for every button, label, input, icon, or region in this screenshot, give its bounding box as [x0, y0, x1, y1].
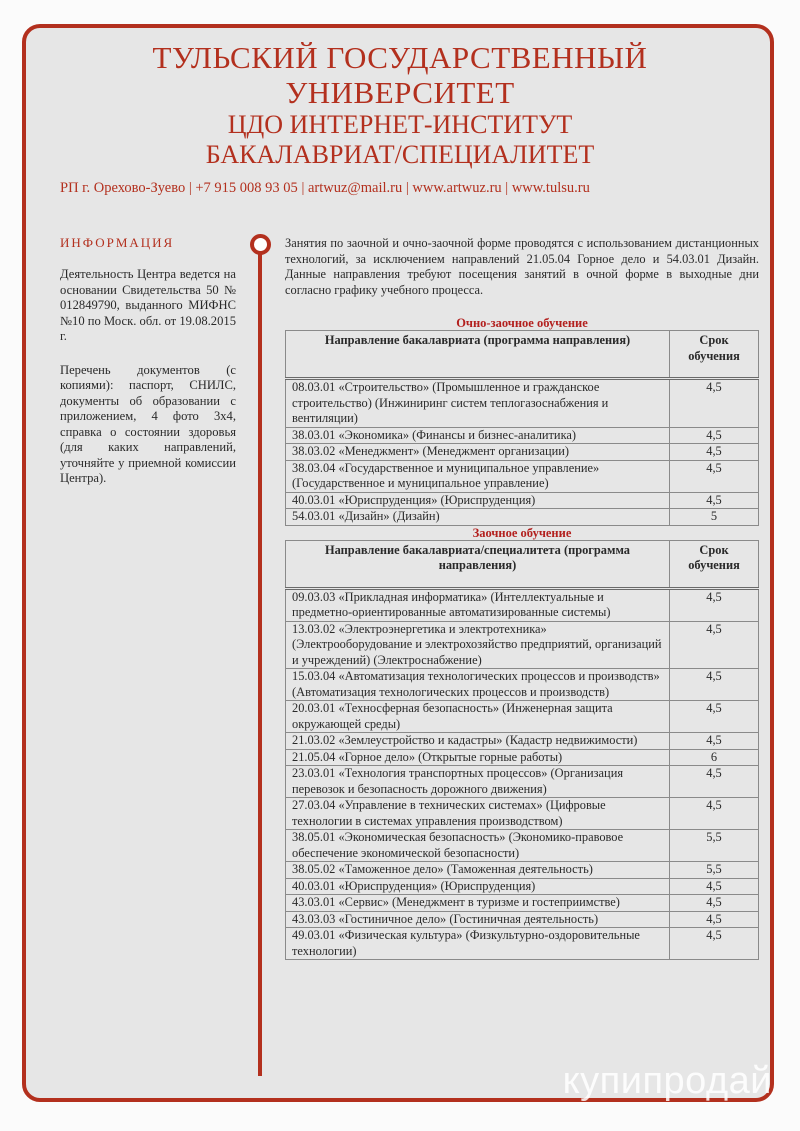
program-cell: 21.03.02 «Землеустройство и кадастры» (Кадастр недвижимости) — [286, 733, 670, 750]
program-cell: 20.03.01 «Техносферная безопасность» (Инженерная защита окружающей среды) — [286, 701, 670, 733]
table-row — [286, 621, 759, 669]
program-cell: 09.03.03 «Прикладная информатика» (Интеллектуальные и предметно-ориентированные автоматизированные системы) — [286, 588, 670, 621]
duration-cell: 4,5 — [670, 895, 759, 912]
program-cell: 23.03.01 «Технология транспортных процессов» (Организация перевозок и безопасность дорожного движения) — [286, 766, 670, 798]
program-cell: 38.05.02 «Таможенное дело» (Таможенная деятельность) — [286, 862, 670, 879]
duration-cell: 4,5 — [670, 460, 759, 492]
column-header-program: Направление бакалавриата/специалитета (программа направления) — [286, 540, 670, 588]
correspondence-caption: Заочное обучение — [472, 525, 572, 540]
part-time-caption: Очно-заочное обучение — [456, 316, 588, 330]
page-header — [0, 40, 800, 170]
university-title-line1: ТУЛЬСКИЙ ГОСУДАРСТВЕННЫЙ — [152, 40, 648, 75]
column-header-duration: Срок обучения — [670, 331, 759, 379]
duration-cell: 4,5 — [670, 588, 759, 621]
table-row — [286, 878, 759, 895]
duration-cell: 4,5 — [670, 621, 759, 669]
program-cell: 13.03.02 «Электроэнергетика и электротехника» (Электрооборудование и электрохозяйство предприятий, организаций и учреждений) (Электроснабжение) — [286, 621, 670, 669]
duration-cell: 5,5 — [670, 830, 759, 862]
separator: | — [501, 180, 512, 196]
sidebar-paragraph-documents: Перечень документов (с копиями): паспорт, СНИЛС, документы об образовании с приложением, 4 фото 3х4, справка о состоянии здоровья (для каких направлений, уточняйте у приемной комиссии Центра). — [60, 362, 236, 485]
column-header-duration: Срок обучения — [670, 540, 759, 588]
institute-title: ЦДО ИНТЕРНЕТ-ИНСТИТУТ — [227, 110, 573, 139]
intro-text: Занятия по заочной и очно-заочной форме проводятся с использованием дистанционных технологий, за исключением направлений 21.05.04 Горное дело и 54.03.01 Дизайн. Данные направления требуют посещения занятий в очной форме в выходные дни согласно графику учебного процесса. — [285, 236, 759, 297]
table-row — [286, 701, 759, 733]
table-row — [286, 911, 759, 928]
table-row — [286, 460, 759, 492]
watermark-logo: купипродай — [562, 1060, 772, 1102]
duration-cell: 4,5 — [670, 427, 759, 444]
table-row — [286, 588, 759, 621]
program-cell: 40.03.01 «Юриспруденция» (Юриспруденция) — [286, 878, 670, 895]
duration-cell: 4,5 — [670, 911, 759, 928]
separator: | — [402, 180, 413, 196]
duration-cell: 4,5 — [670, 766, 759, 798]
sidebar-paragraph-license: Деятельность Центра ведется на основании Свидетельства 50 № 012849790, выданного МИФНС №10 по Моск. обл. от 19.08.2015 г. — [60, 267, 236, 343]
timeline-divider — [258, 246, 262, 1076]
info-sidebar — [60, 235, 236, 505]
table-row — [286, 733, 759, 750]
table-row — [286, 444, 759, 461]
contact-phone[interactable]: +7 915 008 93 05 — [195, 180, 298, 196]
table-row — [286, 766, 759, 798]
duration-cell: 4,5 — [670, 379, 759, 428]
duration-cell: 4,5 — [670, 878, 759, 895]
separator: | — [185, 180, 196, 196]
table-row — [286, 749, 759, 766]
duration-cell: 4,5 — [670, 733, 759, 750]
column-header-program: Направление бакалавриата (программа направления) — [286, 331, 670, 379]
program-cell: 49.03.01 «Физическая культура» (Физкультурно-оздоровительные технологии) — [286, 928, 670, 960]
program-cell: 27.03.04 «Управление в технических системах» (Цифровые технологии в системах управления производством) — [286, 798, 670, 830]
program-cell: 38.05.01 «Экономическая безопасность» (Экономико-правовое обеспечение экономической безопасности) — [286, 830, 670, 862]
table-row — [286, 830, 759, 862]
program-cell: 38.03.04 «Государственное и муниципальное управление» (Государственное и муниципальное управление) — [286, 460, 670, 492]
table-row — [286, 798, 759, 830]
table-row — [286, 509, 759, 526]
table-row — [286, 862, 759, 879]
timeline-circle-icon — [250, 234, 271, 255]
duration-cell: 4,5 — [670, 928, 759, 960]
contact-site-artwuz[interactable]: www.artwuz.ru — [412, 180, 502, 196]
duration-cell: 4,5 — [670, 798, 759, 830]
program-cell: 54.03.01 «Дизайн» (Дизайн) — [286, 509, 670, 526]
contact-site-tulsu[interactable]: www.tulsu.ru — [511, 180, 590, 196]
program-cell: 21.05.04 «Горное дело» (Открытые горные работы) — [286, 749, 670, 766]
table-row — [286, 669, 759, 701]
program-cell: 38.03.02 «Менеджмент» (Менеджмент организации) — [286, 444, 670, 461]
table-row — [286, 492, 759, 509]
duration-cell: 4,5 — [670, 492, 759, 509]
sidebar-title: ИНФОРМАЦИЯ — [60, 235, 175, 250]
degree-title: БАКАЛАВРИАТ/СПЕЦИАЛИТЕТ — [205, 140, 595, 169]
contact-location: РП г. Орехово-Зуево — [60, 180, 186, 196]
contact-email[interactable]: artwuz@mail.ru — [307, 180, 403, 196]
table-header-row — [286, 331, 759, 379]
program-cell: 43.03.03 «Гостиничное дело» (Гостиничная деятельность) — [286, 911, 670, 928]
program-cell: 15.03.04 «Автоматизация технологических процессов и производств» (Автоматизация технологических процессов и производств) — [286, 669, 670, 701]
table-row — [286, 427, 759, 444]
table-row — [286, 895, 759, 912]
program-cell: 40.03.01 «Юриспруденция» (Юриспруденция) — [286, 492, 670, 509]
program-cell: 08.03.01 «Строительство» (Промышленное и гражданское строительство) (Инжиниринг систем теплогазоснабжения и вентиляции) — [286, 379, 670, 428]
duration-cell: 5 — [670, 509, 759, 526]
separator: | — [297, 180, 308, 196]
university-title-line2: УНИВЕРСИТЕТ — [285, 75, 515, 110]
duration-cell: 4,5 — [670, 669, 759, 701]
table-header-row — [286, 540, 759, 588]
correspondence-table — [285, 540, 759, 961]
table-row — [286, 379, 759, 428]
duration-cell: 5,5 — [670, 862, 759, 879]
program-cell: 38.03.01 «Экономика» (Финансы и бизнес-аналитика) — [286, 427, 670, 444]
part-time-table — [285, 330, 759, 526]
main-content — [285, 236, 759, 960]
duration-cell: 4,5 — [670, 444, 759, 461]
duration-cell: 4,5 — [670, 701, 759, 733]
table-row — [286, 928, 759, 960]
contacts-line — [60, 180, 590, 197]
duration-cell: 6 — [670, 749, 759, 766]
program-cell: 43.03.01 «Сервис» (Менеджмент в туризме и гостеприимстве) — [286, 895, 670, 912]
